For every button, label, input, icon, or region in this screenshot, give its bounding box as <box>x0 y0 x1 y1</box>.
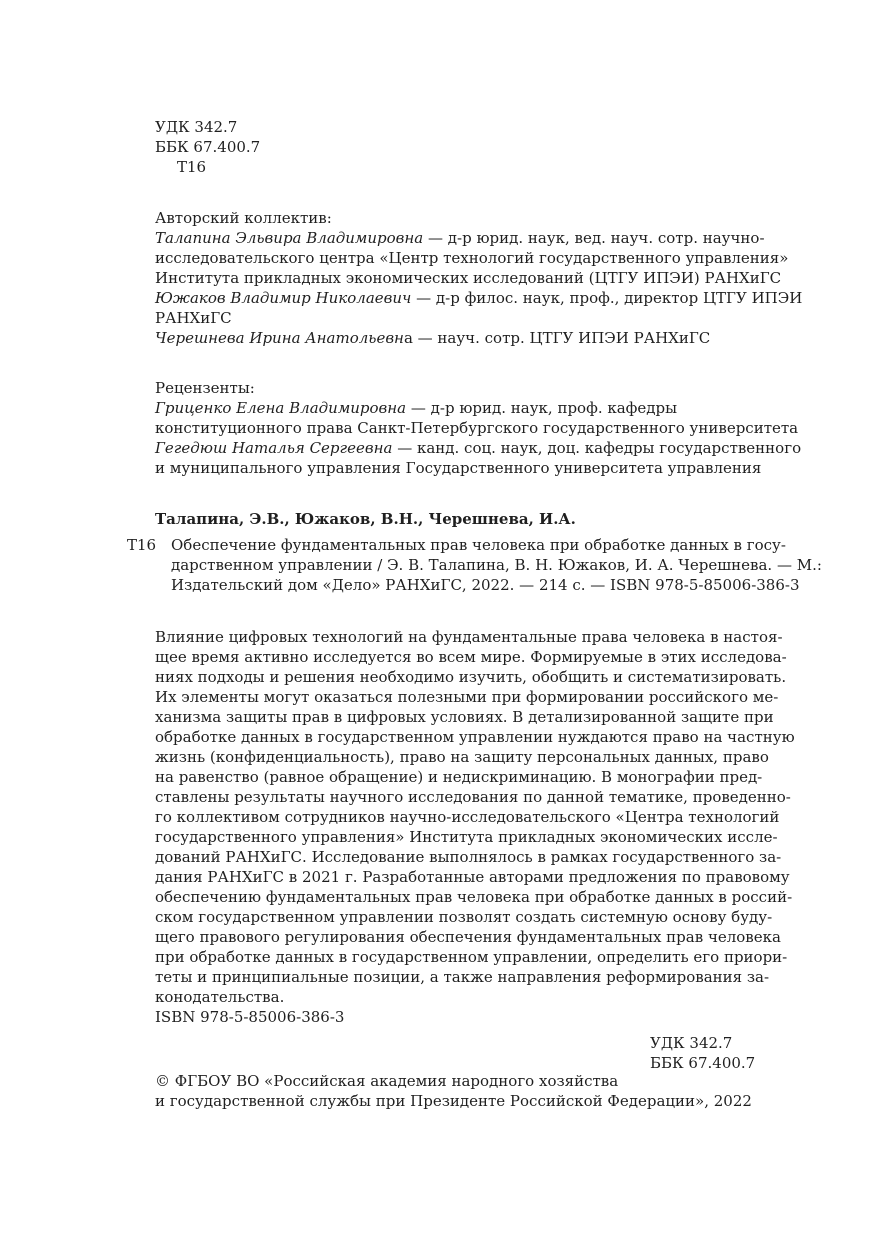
author-description: РАНХиГС <box>155 309 232 327</box>
author-description: а — науч. сотр. ЦТГУ ИПЭИ РАНХиГС <box>403 329 711 347</box>
author-description: Института прикладных экономических исследований (ЦТГУ ИПЭИ) РАНХиГС <box>155 269 782 287</box>
abstract-line: ниях подходы и решения необходимо изучить, обобщить и систематизировать. <box>155 668 787 686</box>
reviewer-description: — д-р юрид. наук, проф. кафедры <box>406 399 678 417</box>
author-description: — д-р юрид. наук, вед. науч. сотр. научно- <box>423 229 765 247</box>
author-name: Черешнева Ирина Анатольевн <box>155 329 404 347</box>
abstract-line: ханизма защиты прав в цифровых условиях. В детализированной защите при <box>155 708 774 726</box>
author-entry <box>155 288 802 308</box>
classification-codes <box>155 117 260 177</box>
reviewer-entry <box>155 398 801 418</box>
author-description: — д-р филос. наук, проф., директор ЦТГУ ИПЭИ <box>411 289 803 307</box>
bibliographic-heading: Талапина, Э.В., Южаков, В.Н., Черешнева, И.А. <box>155 510 576 528</box>
footer-classification-codes <box>650 1033 755 1073</box>
authors-section <box>155 208 802 348</box>
abstract-paragraph <box>155 627 795 1007</box>
abstract-line: ском государственном управлении позволят создать системную основу буду- <box>155 908 773 926</box>
reviewer-description: и муниципального управления Государственного университета управления <box>155 459 762 477</box>
isbn: ISBN 978-5-85006-386-3 <box>155 1008 345 1026</box>
abstract-line: дания РАНХиГС в 2021 г. Разработанные авторами предложения по правовому <box>155 868 790 886</box>
author-description: исследовательского центра «Центр технологий государственного управления» <box>155 249 789 267</box>
bibliographic-description <box>171 535 822 595</box>
abstract-line: при обработке данных в государственном управлении, определить его приори- <box>155 948 788 966</box>
bbk-code: ББК 67.400.7 <box>650 1054 756 1072</box>
abstract-line: обеспечению фундаментальных прав человека при обработке данных в россий- <box>155 888 793 906</box>
copyright-line: и государственной службы при Президенте Российской Федерации», 2022 <box>155 1092 752 1110</box>
abstract-line: теты и принципиальные позиции, а также направления реформирования за- <box>155 968 770 986</box>
author-entry <box>155 228 802 248</box>
abstract-line: Влияние цифровых технологий на фундаментальные права человека в настоя- <box>155 628 783 646</box>
bibliographic-cutter-code: Т16 <box>127 536 157 554</box>
abstract-line: дований РАНХиГС. Исследование выполнялось в рамках государственного за- <box>155 848 782 866</box>
reviewer-description: — канд. соц. наук, доц. кафедры государственного <box>392 439 802 457</box>
udc-code: УДК 342.7 <box>155 118 238 136</box>
cutter-code: Т16 <box>177 158 207 176</box>
abstract-line: щее время активно исследуется во всем мире. Формируемые в этих исследова- <box>155 648 787 666</box>
reviewers-heading: Рецензенты: <box>155 379 255 397</box>
bbk-code: ББК 67.400.7 <box>155 138 261 156</box>
bibliographic-line: Издательский дом «Дело» РАНХиГС, 2022. — 214 с. — ISBN 978-5-85006-386-3 <box>171 576 800 594</box>
authors-heading: Авторский коллектив: <box>155 209 332 227</box>
reviewer-description: конституционного права Санкт-Петербургского государственного университета <box>155 419 799 437</box>
reviewer-name: Гриценко Елена Владимировна <box>155 399 407 417</box>
abstract-line: щего правового регулирования обеспечения фундаментальных прав человека <box>155 928 781 946</box>
bibliographic-line: дарственном управлении / Э. В. Талапина, В. Н. Южаков, И. А. Черешнева. — М.: <box>171 556 822 574</box>
udc-code: УДК 342.7 <box>650 1034 733 1052</box>
reviewer-name: Гегедюш Наталья Сергеевна <box>155 439 393 457</box>
abstract-line: жизнь (конфиденциальность), право на защиту персональных данных, право <box>155 748 769 766</box>
abstract-line: конодательства. <box>155 988 285 1006</box>
author-entry <box>155 328 802 348</box>
abstract-line: го коллективом сотрудников научно-исследовательского «Центра технологий <box>155 808 780 826</box>
abstract-line: ставлены результаты научного исследования по данной тематике, проведенно- <box>155 788 791 806</box>
copyright-line: © ФГБОУ ВО «Российская академия народного хозяйства <box>155 1072 619 1090</box>
bibliographic-line: Обеспечение фундаментальных прав человека при обработке данных в госу- <box>171 536 786 554</box>
author-name: Южаков Владимир Николаевич <box>155 289 412 307</box>
reviewers-section <box>155 378 801 478</box>
abstract-line: обработке данных в государственном управлении нуждаются право на частную <box>155 728 795 746</box>
reviewer-entry <box>155 438 801 458</box>
copyright-notice <box>155 1071 752 1111</box>
author-name: Талапина Эльвира Владимировна <box>155 229 424 247</box>
abstract-line: государственного управления» Института прикладных экономических иссле- <box>155 828 778 846</box>
abstract-line: Их элементы могут оказаться полезными при формировании российского ме- <box>155 688 779 706</box>
abstract-line: на равенство (равное обращение) и недискриминацию. В монографии пред- <box>155 768 763 786</box>
